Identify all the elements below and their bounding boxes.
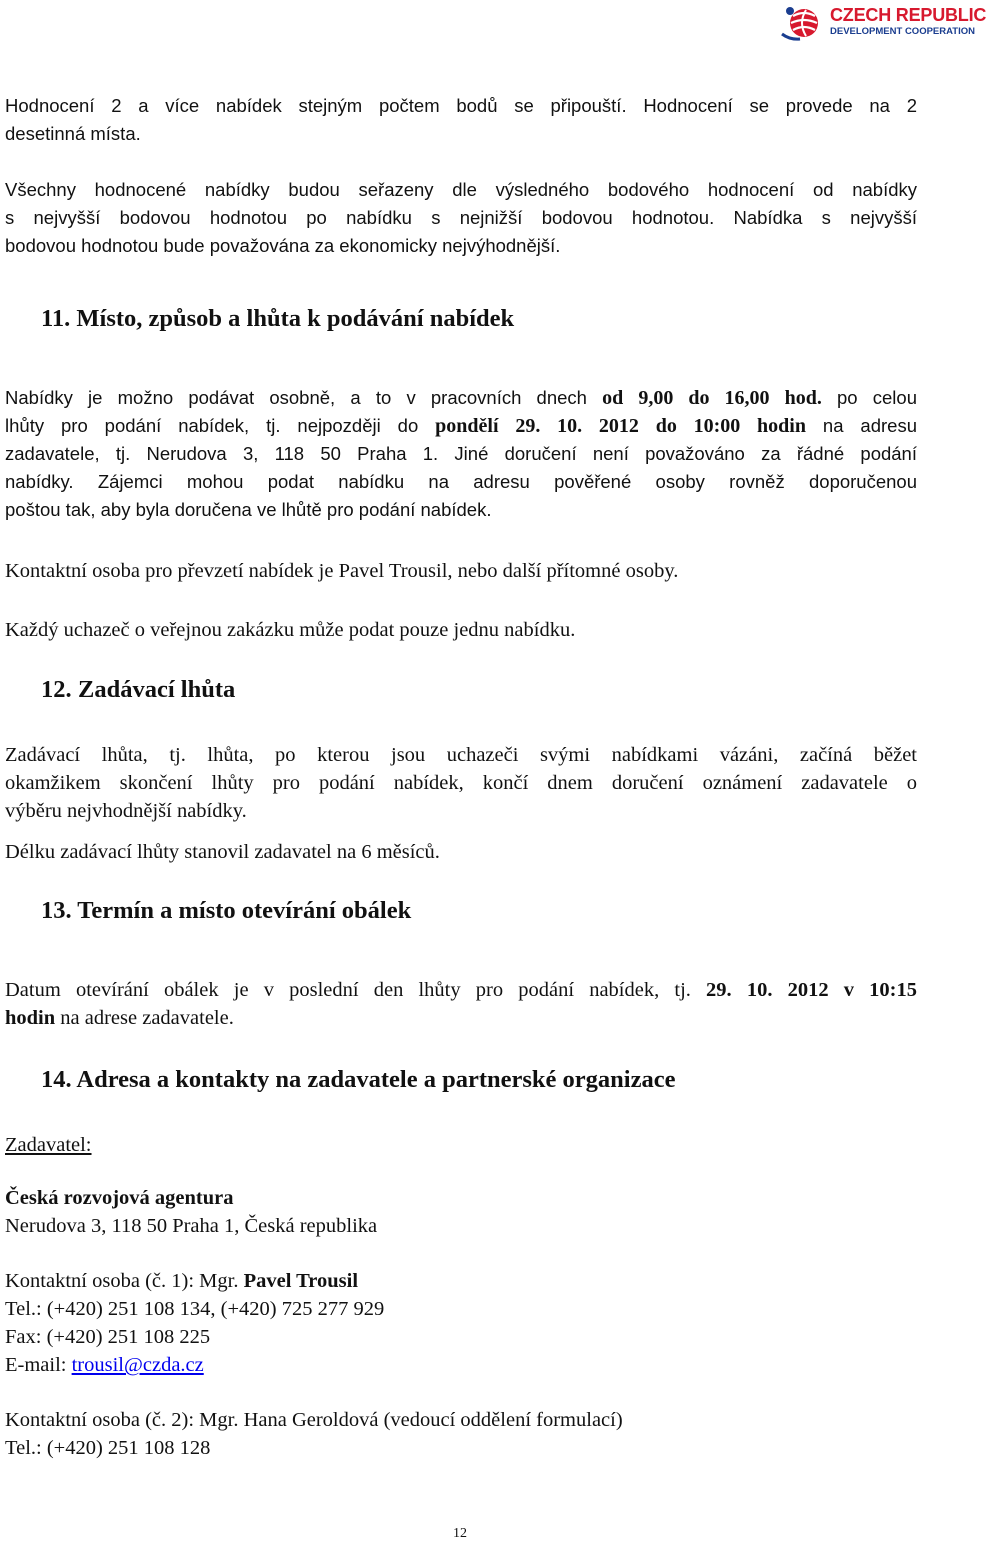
contact-1-phone: Tel.: (+420) 251 108 134, (+420) 725 277 929 bbox=[5, 1298, 385, 1320]
contact-1-email-link[interactable]: trousil@czda.cz bbox=[71, 1354, 204, 1376]
s13-line-2: hodin na adrese zadavatele. bbox=[5, 1007, 234, 1029]
s11-line-1: Nabídky je možno podávat osobně, a to v pracovních dnech od 9,00 do 16,00 hod. po celou bbox=[5, 387, 917, 409]
section-12-heading: Zadávací lhůta bbox=[78, 676, 236, 703]
org-name: Česká rozvojová agentura bbox=[5, 1187, 234, 1209]
logo-subtitle: DEVELOPMENT COOPERATION bbox=[830, 26, 975, 37]
s12-line-3: výběru nejvhodnější nabídky. bbox=[5, 800, 247, 822]
s11-one-offer-paragraph: Každý uchazeč o veřejnou zakázku může podat pouze jednu nabídku. bbox=[5, 619, 576, 641]
section-12-number: 12. bbox=[41, 676, 72, 703]
s11-line-3: zadavatele, tj. Nerudova 3, 118 50 Praha 1. Jiné doručení není považováno za řádné podání bbox=[5, 443, 917, 464]
section-13-heading: 13. Termín a místo otevírání obálek bbox=[41, 897, 412, 924]
section-14-heading: 14. Adresa a kontakty na zadavatele a partnerské organizace bbox=[41, 1066, 676, 1093]
s12-line-2: okamžikem skončení lhůty pro podání nabídek, končí dnem doručení oznámení zadavatele o bbox=[5, 772, 917, 794]
s11-contact-paragraph: Kontaktní osoba pro převzetí nabídek je Pavel Trousil, nebo další přítomné osoby. bbox=[5, 560, 679, 582]
org-address: Nerudova 3, 118 50 Praha 1, Česká republika bbox=[5, 1215, 378, 1237]
contact-1-name: Kontaktní osoba (č. 1): Mgr. Pavel Trousil bbox=[5, 1270, 359, 1292]
ranking-line-1: Všechny hodnocené nabídky budou seřazeny dle výsledného bodového hodnocení od nabídky bbox=[5, 179, 917, 200]
logo-title: CZECH REPUBLIC bbox=[830, 5, 986, 25]
s11-line-2: lhůty pro podání nabídek, tj. nejpozději do pondělí 29. 10. 2012 do 10:00 hodin na adresu bbox=[5, 415, 917, 437]
s12-line-1: Zadávací lhůta, tj. lhůta, po kterou jsou uchazeči svými nabídkami vázáni, začíná běžet bbox=[5, 744, 917, 766]
s13-line-1: Datum otevírání obálek je v poslední den lhůty pro podání nabídek, tj. 29. 10. 2012 v 10:15 bbox=[5, 979, 917, 1001]
contact-2-phone: Tel.: (+420) 251 108 128 bbox=[5, 1437, 211, 1459]
intro-line-2: desetinná místa. bbox=[5, 123, 141, 144]
s11-line-4: nabídky. Zájemci mohou podat nabídku na adresu pověřené osoby rovněž doporučenou bbox=[5, 471, 917, 492]
ranking-line-2: s nejvyšší bodovou hodnotou po nabídku s nejnižší bodovou hodnotou. Nabídka s nejvyšší bbox=[5, 207, 917, 228]
zadavatel-label: Zadavatel: bbox=[5, 1134, 92, 1156]
s12-period-paragraph: Délku zadávací lhůty stanovil zadavatel na 6 měsíců. bbox=[5, 841, 440, 863]
contact-2-name: Kontaktní osoba (č. 2): Mgr. Hana Geroldová (vedoucí oddělení formulací) bbox=[5, 1409, 623, 1431]
contact-1-email-row: E-mail: trousil@czda.cz bbox=[5, 1354, 204, 1376]
contact-1-fax: Fax: (+420) 251 108 225 bbox=[5, 1326, 211, 1348]
s11-line-5: poštou tak, aby byla doručena ve lhůtě pro podání nabídek. bbox=[5, 499, 492, 520]
page-number: 12 bbox=[453, 1526, 467, 1541]
ranking-line-3: bodovou hodnotou bude považována za ekonomicky nejvýhodnější. bbox=[5, 235, 561, 256]
section-11-heading: 11. Místo, způsob a lhůta k podávání nabídek bbox=[41, 305, 515, 332]
intro-line-1: Hodnocení 2 a více nabídek stejným počtem bodů se připouští. Hodnocení se provede na 2 bbox=[5, 95, 917, 116]
